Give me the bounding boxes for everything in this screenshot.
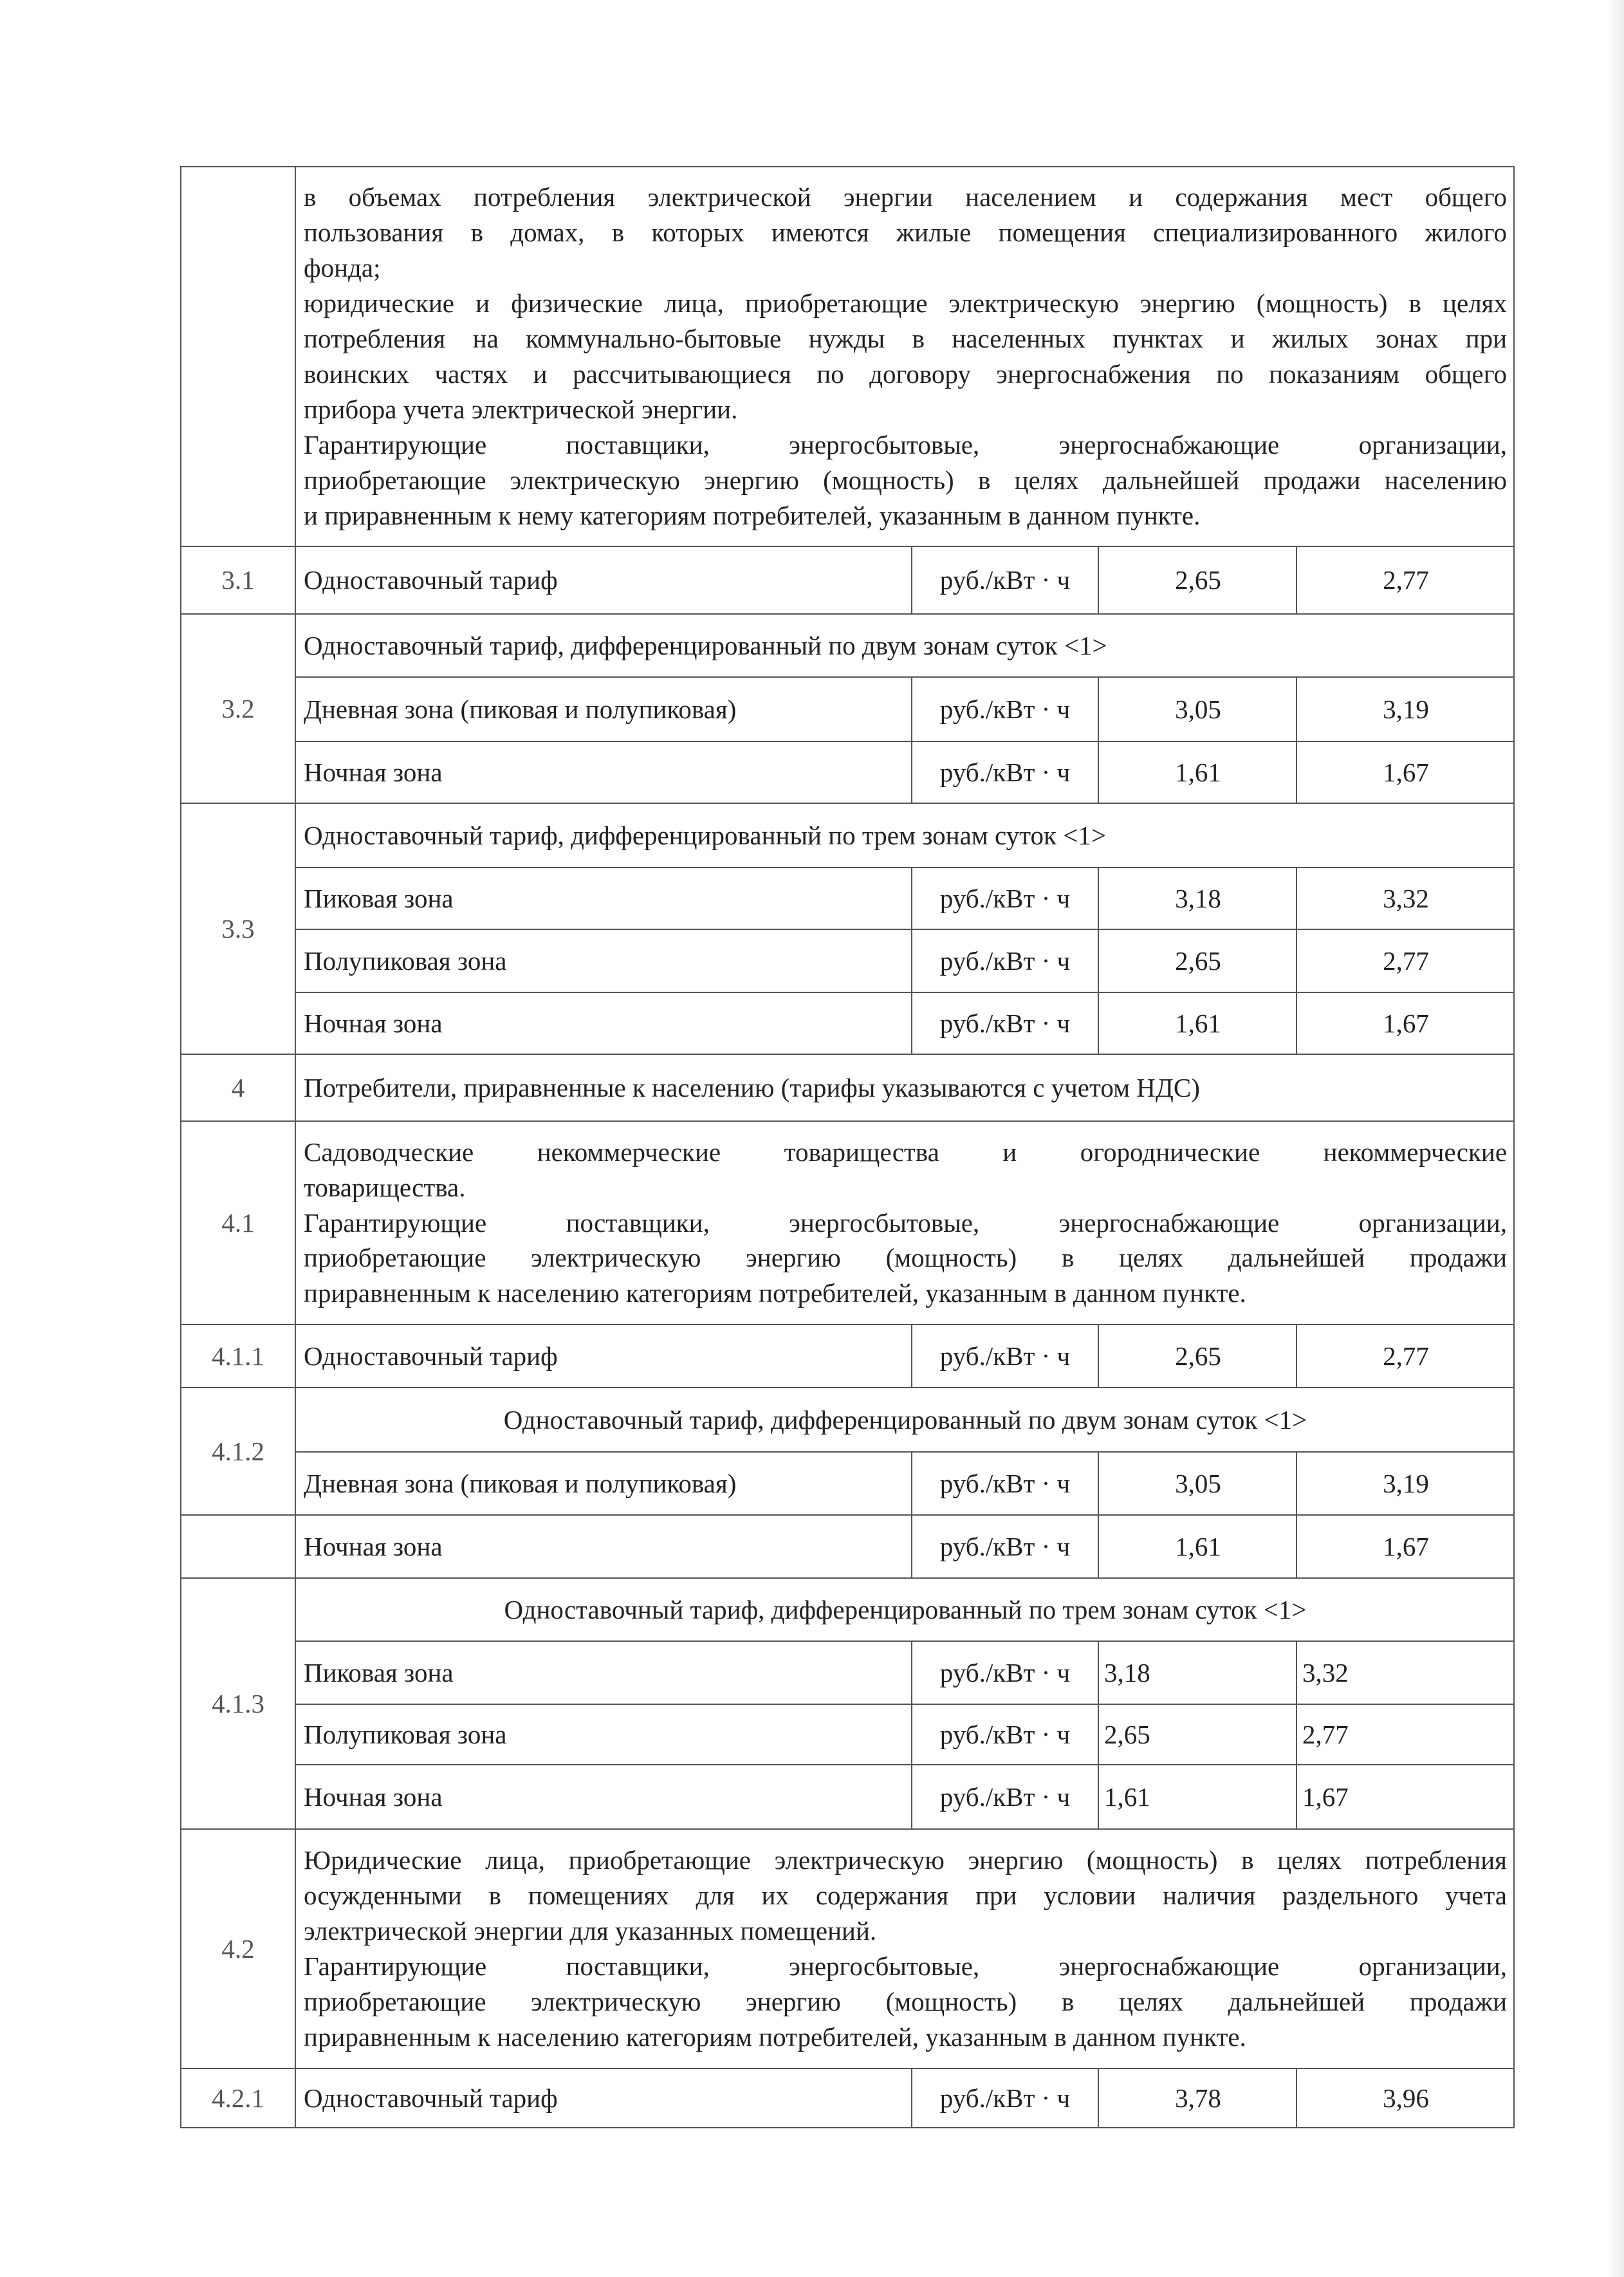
table-row: [181, 803, 1514, 868]
unit-cell: руб./кВт · ч: [912, 546, 1098, 614]
subsection-title: Одноставочный тариф, дифференцированный по трем зонам суток <1>: [295, 1578, 1514, 1641]
value-first-half: 2,65: [1098, 1324, 1296, 1388]
zone-name: Полупиковая зона: [295, 929, 912, 992]
value-second-half: 2,77: [1296, 929, 1514, 992]
table-row: [181, 1324, 1514, 1388]
table-row: [181, 929, 1514, 992]
category-description: Садоводческие некоммерческие товарищества и огороднические некоммерческие товарищества. Гарантирующие поставщики, энергосбытовые, энергоснабжающие организации, приобретающие электрическую энергию (мощность) в целях дальнейшей продажи приравненным к населению категориям потребителей, указанным в данном пункте.: [295, 1121, 1514, 1324]
value-first-half: 1,61: [1098, 1765, 1296, 1829]
table-row: [181, 1515, 1514, 1578]
zone-name: Дневная зона (пиковая и полупиковая): [295, 677, 912, 741]
table-row: [181, 992, 1514, 1054]
table-row: [181, 1765, 1514, 1829]
unit-cell: руб./кВт · ч: [912, 2068, 1098, 2128]
unit-cell: руб./кВт · ч: [912, 741, 1098, 803]
zone-name: Полупиковая зона: [295, 1704, 912, 1765]
table-row: [181, 1578, 1514, 1641]
table-row: [181, 1388, 1514, 1452]
unit-cell: руб./кВт · ч: [912, 1324, 1098, 1388]
value-first-half: 3,78: [1098, 2068, 1296, 2128]
value-first-half: 3,05: [1098, 1452, 1296, 1515]
row-number: 4: [181, 1054, 295, 1121]
row-number: 3.2: [181, 614, 295, 803]
value-second-half: 2,77: [1296, 546, 1514, 614]
row-number: 4.1.3: [181, 1578, 295, 1829]
value-second-half: 3,19: [1296, 677, 1514, 741]
value-first-half: 3,18: [1098, 1641, 1296, 1704]
row-number: 4.1: [181, 1121, 295, 1324]
category-description: Юридические лица, приобретающие электрическую энергию (мощность) в целях потребления осужденными в помещениях для их содержания при условии наличия раздельного учета электрической энергии для указанных помещений. Гарантирующие поставщики, энергосбытовые, энергоснабжающие организации, приобретающие электрическую энергию (мощность) в целях дальнейшей продажи приравненным к населению категориям потребителей, указанным в данном пункте.: [295, 1829, 1514, 2068]
value-second-half: 1,67: [1296, 1765, 1514, 1829]
value-first-half: 1,61: [1098, 741, 1296, 803]
table-row: [181, 546, 1514, 614]
value-first-half: 1,61: [1098, 1515, 1296, 1578]
tariff-name: Одноставочный тариф: [295, 2068, 912, 2128]
unit-cell: руб./кВт · ч: [912, 1641, 1098, 1704]
table-row: [181, 1641, 1514, 1704]
value-second-half: 1,67: [1296, 1515, 1514, 1578]
table-row: [181, 2068, 1514, 2128]
unit-cell: руб./кВт · ч: [912, 929, 1098, 992]
value-first-half: 2,65: [1098, 1704, 1296, 1765]
tariff-table: [180, 166, 1515, 2128]
row-number: 4.1.2: [181, 1388, 295, 1515]
unit-cell: руб./кВт · ч: [912, 1515, 1098, 1578]
zone-name: Дневная зона (пиковая и полупиковая): [295, 1452, 912, 1515]
table-row: [181, 1054, 1514, 1121]
zone-name: Пиковая зона: [295, 868, 912, 929]
value-first-half: 3,05: [1098, 677, 1296, 741]
zone-name: Пиковая зона: [295, 1641, 912, 1704]
table-row-intro: [181, 167, 1514, 546]
page-edge-shadow: [1607, 0, 1624, 2277]
row-number: 4.1.1: [181, 1324, 295, 1388]
row-number: 4.2: [181, 1829, 295, 2068]
row-number: 4.2.1: [181, 2068, 295, 2128]
unit-cell: руб./кВт · ч: [912, 677, 1098, 741]
value-second-half: 1,67: [1296, 741, 1514, 803]
table-row: [181, 1121, 1514, 1324]
row-number: 3.1: [181, 546, 295, 614]
value-first-half: 2,65: [1098, 546, 1296, 614]
unit-cell: руб./кВт · ч: [912, 868, 1098, 929]
subsection-title: Одноставочный тариф, дифференцированный по трем зонам суток <1>: [295, 803, 1514, 868]
value-second-half: 2,77: [1296, 1324, 1514, 1388]
value-first-half: 1,61: [1098, 992, 1296, 1054]
zone-name: Ночная зона: [295, 1515, 912, 1578]
value-second-half: 3,32: [1296, 1641, 1514, 1704]
table-row: [181, 1829, 1514, 2068]
row-number: 3.3: [181, 803, 295, 1054]
zone-name: Ночная зона: [295, 741, 912, 803]
value-first-half: 2,65: [1098, 929, 1296, 992]
zone-name: Ночная зона: [295, 992, 912, 1054]
value-second-half: 3,96: [1296, 2068, 1514, 2128]
value-second-half: 3,32: [1296, 868, 1514, 929]
table-row: [181, 1452, 1514, 1515]
zone-name: Ночная зона: [295, 1765, 912, 1829]
unit-cell: руб./кВт · ч: [912, 1765, 1098, 1829]
subsection-title: Одноставочный тариф, дифференцированный по двум зонам суток <1>: [295, 614, 1514, 677]
table-row: [181, 677, 1514, 741]
category-description: в объемах потребления электрической энергии населением и содержания мест общего пользования в домах, в которых имеются жилые помещения специализированного жилого фонда; юридические и физические лица, приобретающие электрическую энергию (мощность) в целях потребления на коммунально-бытовые нужды в населенных пунктах и жилых зонах при воинских частях и рассчитывающиеся по договору энергоснабжения по показаниям общего прибора учета электрической энергии. Гарантирующие поставщики, энергосбытовые, энергоснабжающие организации, приобретающие электрическую энергию (мощность) в целях дальнейшей продажи населению и приравненным к нему категориям потребителей, указанным в данном пункте.: [295, 167, 1514, 546]
tariff-name: Одноставочный тариф: [295, 546, 912, 614]
table-row: [181, 614, 1514, 677]
value-second-half: 3,19: [1296, 1452, 1514, 1515]
row-number: [181, 167, 295, 546]
section-title: Потребители, приравненные к населению (тарифы указываются с учетом НДС): [295, 1054, 1514, 1121]
row-number-blank: [181, 1515, 295, 1578]
unit-cell: руб./кВт · ч: [912, 1704, 1098, 1765]
value-second-half: 2,77: [1296, 1704, 1514, 1765]
subsection-title: Одноставочный тариф, дифференцированный по двум зонам суток <1>: [295, 1388, 1514, 1452]
tariff-name: Одноставочный тариф: [295, 1324, 912, 1388]
unit-cell: руб./кВт · ч: [912, 1452, 1098, 1515]
table-row: [181, 868, 1514, 929]
value-first-half: 3,18: [1098, 868, 1296, 929]
unit-cell: руб./кВт · ч: [912, 992, 1098, 1054]
table-row: [181, 1704, 1514, 1765]
value-second-half: 1,67: [1296, 992, 1514, 1054]
table-row: [181, 741, 1514, 803]
